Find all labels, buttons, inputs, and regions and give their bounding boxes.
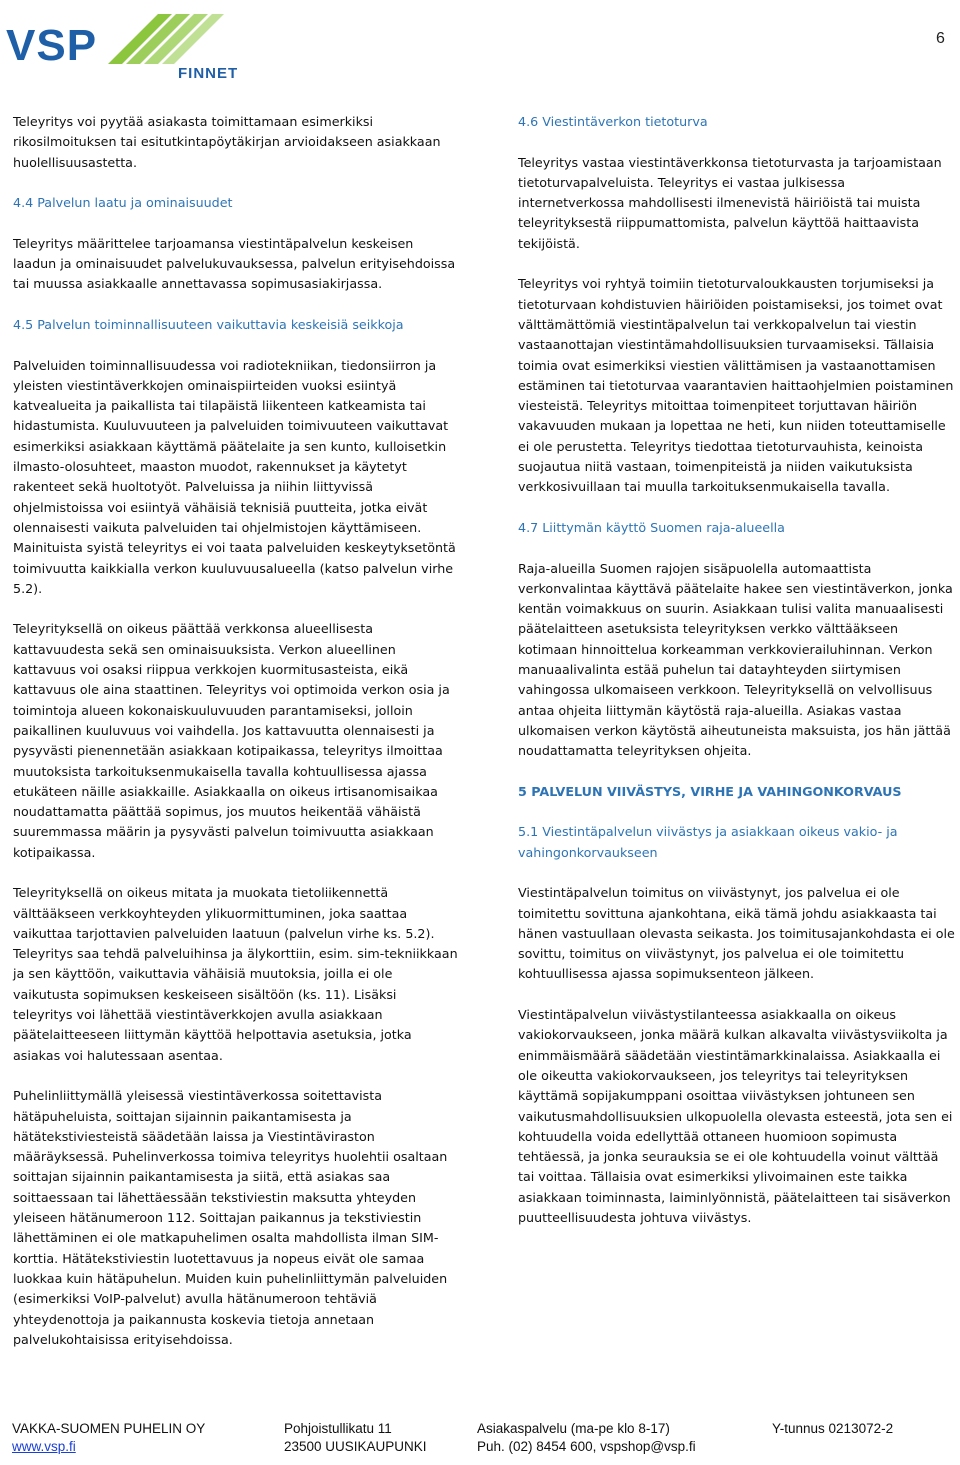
left-column (13, 112, 458, 1370)
section-heading: 4.7 Liittymän käyttö Suomen raja-alueella (518, 519, 785, 535)
section-heading: 5 PALVELUN VIIVÄSTYS, VIRHE JA VAHINGONKORVAUS (518, 783, 902, 799)
section-heading: 4.6 Viestintäverkon tietoturva (518, 114, 708, 129)
footer-city: 23500 UUSIKAUPUNKI (284, 1439, 427, 1454)
logo-subtext: FINNET (178, 65, 239, 82)
paragraph: Viestintäpalvelun viivästystilanteessa asiakkaalla on oikeus vakiokorvaukseen, jonka määrä kulkan alkavalta viivästysviikolta ja enimmäismäärä säädetään viestintämarkkinalaissa. Asiakkaalla ei ole oikeutta vakiokorvaukseen, jos teleyritys tai teleyrityksen käyttämä sopijakumppani osoittaa viivästyksen johtuneen sen vaikutusmahdollisuuksien ulkopuolella olevasta esteestä, jota sen ei kohtuudella voida edellyttää ottaneen huomioon sopimusta tehtäessä, ja jonka seurauksia se ei ole kohtuudella voinut välttää tai voittaa. Tällaisia ovat esimerkiksi ylivoimainen este taikka asiakkaan toiminnasta, laiminlyönnistä, päätelaitteen tai sisäverkon puutteellisuudesta johtuva viivästys. (518, 1007, 953, 1226)
footer-business-id-block (772, 1420, 893, 1438)
footer-service-block (477, 1420, 696, 1456)
paragraph: Teleyritys määrittelee tarjoamansa viestintäpalvelun keskeisen laadun ja ominaisuudet palvelukuvauksessa, palvelun erityisehdoissa tai muussa asiakkaalle annettavassa sopimusasiakirjassa. (13, 235, 456, 292)
footer-company-block (12, 1420, 205, 1456)
paragraph: Teleyrityksellä on oikeus päättää verkkonsa alueellisesta kattavuudesta sekä sen ominaisuuksista. Verkon alueellinen kattavuus voi osaksi riippua verkkojen kuormitusasteista, eikä kattavuus ole aina staattinen. Teleyritys voi optimoida verkon osia ja toimintoja alueen kokonaiskuuluvuuden parantamiseksi, jolloin paikallinen kuuluvuus voi vaihdella. Jos kattavuutta olennaisesti ja pysyvästi pienennetään asiakkaan kotipaikassa, teleyritys ilmoittaa muutoksista tarkoituksenmukaisella tavalla kohtuullisessa ajassa etukäteen näille asiakkaille. Asiakkaalla on oikeus irtisanomisaikaa noudattamatta päättää sopimus, jos muutos heikentää vähäistä suuremmassa määrin ja pysyvästi palvelun toimivuutta asiakkaan kotipaikassa. (13, 621, 450, 860)
paragraph: Raja-alueilla Suomen rajojen sisäpuolella automaattista verkonvalintaa käyttävä päätelaite hakee sen viestintäverkon, jonka kentän voimakkuus on suurin. Asiakkaan tulisi valita manuaalisesti päätelaitteen asetuksista teleyrityksen verkko välttääkseen kotimaan hinnoittelua korkeamman verkkovierailuhinnan. Verkon manuaalivalinta estää puhelun tai datayhteyden siirtymisen vahingossa ulkomaiseen verkkoon. Teleyrityksellä on velvollisuus antaa ohjeita liittymän käytöstä raja-alueilla. Asiakas vastaa ulkomaisen verkon käytöstä aiheutuneista maksuista, jos hän jättää noudattamatta teleyrityksen ohjeita. (518, 560, 953, 759)
paragraph: Teleyritys vastaa viestintäverkkonsa tietoturvasta ja tarjoamistaan tietoturvapalveluista. Teleyritys ei vastaa julkisessa internetverkossa mahdollisesti ilmenevistä häiriöistä tai muista teleyrityksestä riippumattomista, palvelun käyttöä haittaavista tekijöistä. (518, 154, 942, 251)
paragraph: Puhelinliittymällä yleisessä viestintäverkossa soitettavista hätäpuheluista, soittajan sijainnin paikantamisesta ja hätätekstiviesteistä säädetään laissa ja Viestintäviraston määräyksessä. Puhelinverkossa toimiva teleyritys huolehtii osaltaan soittajan sijainnin paikantamisesta ja siitä, että asiakas saa soittaessaan tai lähettäessään tekstiviestin maksutta yhteyden yleiseen hätänumeroon 112. Soittajan paikannus ja tekstiviestin lähettäminen ei ole matkapuhelimen osalta mahdollista ilman SIM-korttia. Hätätekstiviestin luotettavuus ja nopeus eivät ole samaa luokkaa kuin hätäpuhelun. Muiden kuin puhelinliittymän palveluiden (esimerkiksi VoIP-palvelut) avulla hätänumeroon tehtäviä yhteydenottoja ja paikannusta koskevia tietoja annetaan palvelukohtaisissa erityisehdoissa. (13, 1088, 448, 1347)
logo-wordmark: VSP (6, 21, 98, 70)
logo-swoosh-icon (106, 10, 226, 66)
section-heading: 4.4 Palvelun laatu ja ominaisuudet (13, 195, 233, 211)
footer (12, 1420, 952, 1460)
footer-contact: Puh. (02) 8454 600, vspshop@vsp.fi (477, 1439, 696, 1454)
vsp-finnet-logo (6, 10, 246, 86)
section-heading: 5.1 Viestintäpalvelun viivästys ja asiakkaan oikeus vakio- ja vahingonkorvaukseen (518, 824, 898, 860)
footer-business-id: Y-tunnus 0213072-2 (772, 1421, 894, 1436)
paragraph: Teleyritys voi pyytää asiakasta toimittamaan esimerkiksi rikosilmoituksen tai esitutkintapöytäkirjan arvioidakseen asiakkaan huolellisuusastetta. (13, 114, 441, 170)
right-column (518, 112, 955, 1249)
footer-company-name: VAKKA-SUOMEN PUHELIN OY (12, 1421, 206, 1436)
section-heading: 4.5 Palvelun toiminnallisuuteen vaikuttavia keskeisiä seikkoja (13, 316, 404, 332)
paragraph: Teleyritys voi ryhtyä toimiin tietoturvaloukkausten torjumiseksi ja tietoturvaan kohdistuvien häiriöiden poistamiseksi, jos toimet ovat välttämättömiä viestintäpalvelun tai verkkopalvelun tai viestin vastaanottajan viestintämahdollisuuksien turvaamiseksi. Tällaisia toimia ovat esimerkiksi viestien välittämisen ja vastaanottamisen estäminen tai tietoturvaa vaarantavien haittaohjelmien poistaminen viesteistä. Teleyritys mitoittaa toimenpiteet torjuttavan häiriön vakavuuden mukaan ja lopettaa ne heti, kun niiden toteuttamiselle ei ole perustetta. Teleyritys tiedottaa tietoturvauhista, keinoista suojautua niitä vastaan, toimenpiteistä ja niiden vaikutuksista verkkosivuillaan tai muulla tarkoituksenmukaisella tavalla. (518, 276, 954, 495)
footer-address-block (284, 1420, 427, 1456)
paragraph: Teleyrityksellä on oikeus mitata ja muokata tietoliikennettä välttääkseen verkkoyhteyden ylikuormittuminen, joka saattaa vaikuttaa tarjottavien palveluiden laatuun (palvelun virhe ks. 5.2). Teleyritys saa tehdä palveluihinsa ja älykorttiin, esim. sim-tekniikkaan ja sen käyttöön, vaikuttavia vähäisiä muutoksia, joilla ei ole vaikutusta sopimuksen keskeiseen sisältöön (ks. 11). Lisäksi teleyritys voi lähettää viestintäverkkojen avulla asiakkaan päätelaitteeseen liittymän käyttöä helpottavia asetuksia, jotka asiakas voi halutessaan asentaa. (13, 885, 458, 1063)
footer-street: Pohjoistullikatu 11 (284, 1421, 392, 1436)
footer-website-link[interactable]: www.vsp.fi (12, 1439, 76, 1454)
page-number: 6 (936, 30, 945, 47)
paragraph: Viestintäpalvelun toimitus on viivästynyt, jos palvelua ei ole toimitettu sovittuna ajankohtana, eikä tämä johdu asiakkaasta tai hänen vastuullaan olevasta seikasta. Jos toimitusajankohdasta ei ole sovittu, toimitus on viivästynyt, jos palvelua ei ole toimitettu kohtuullisessa ajassa sopimuksenteon jälkeen. (518, 885, 955, 982)
footer-service-hours: Asiakaspalvelu (ma-pe klo 8-17) (477, 1421, 670, 1436)
paragraph: Palveluiden toiminnallisuudessa voi radiotekniikan, tiedonsiirron ja yleisten viestintäverkkojen ominaispiirteiden vuoksi esiintyä katvealueita ja paikallista tai tilapäistä liikenteen katkeamista tai hidastumista. Kuuluvuuteen ja palveluiden toimivuuteen vaikuttavat esimerkiksi asiakkaan käyttämä päätelaite ja sen kunto, kulloisetkin ilmasto-olosuhteet, maaston muodot, rakennukset ja käytetyt rakenteet sekä huoltotyöt. Palveluissa ja niihin liittyvissä ohjelmistoissa voi esiintyä vähäisiä teknisiä puutteita, jotka eivät olennaisesti vaikuta palveluiden tai ohjelmistojen käyttämiseen. Mainituista syistä teleyritys ei voi taata palveluiden keskeytyksetöntä toimivuutta kaikkialla verkon kuuluvuusalueella (katso palvelun virhe 5.2). (13, 357, 456, 596)
